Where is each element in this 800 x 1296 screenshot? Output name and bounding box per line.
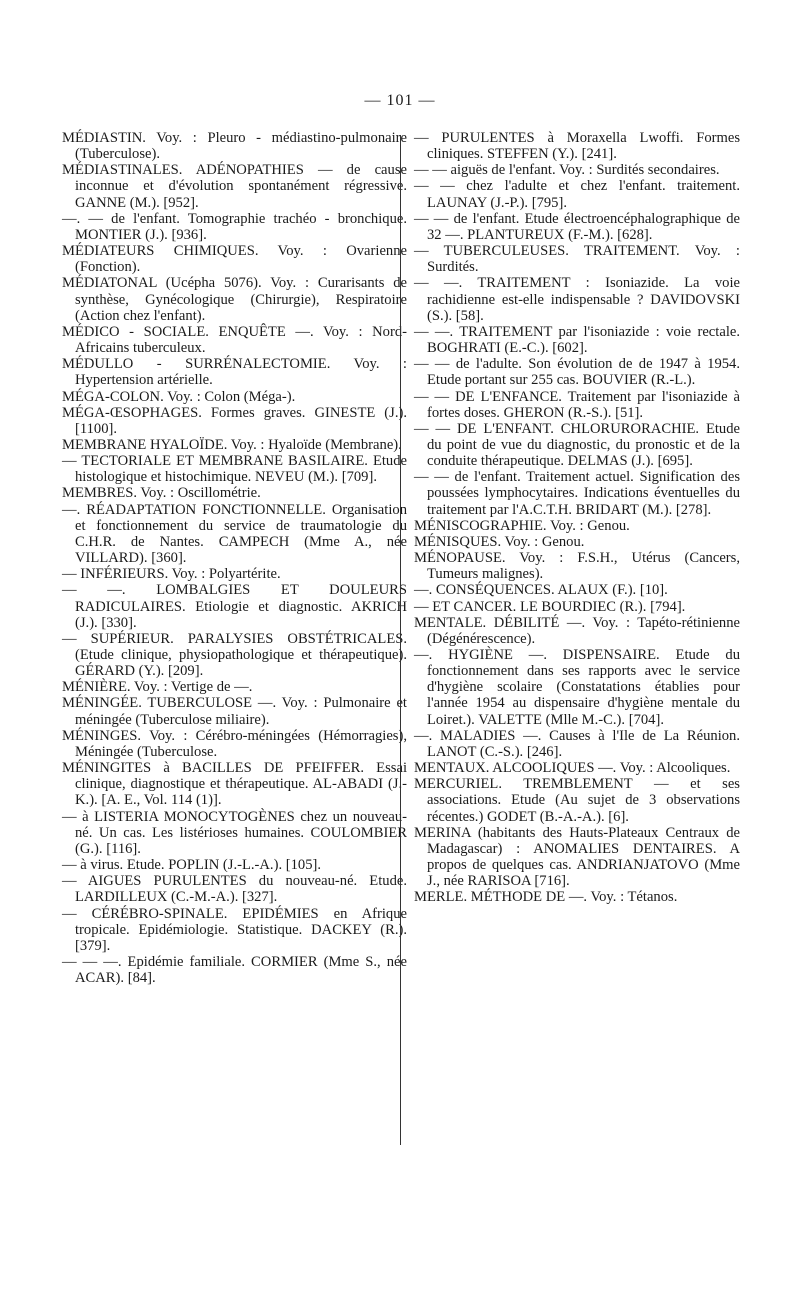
index-entry: — — de l'enfant. Traitement actuel. Signification des poussées lymphocytaires. Indications éventuelles du traitement par l'A.C.T.H. BRIDART (M.). [278]. xyxy=(414,469,740,518)
index-entry: — —. LOMBALGIES ET DOULEURS RADICULAIRES. Etiologie et diagnostic. AKRICH (J.). [330]. xyxy=(62,582,407,631)
index-entry: — à virus. Etude. POPLIN (J.-L.-A.). [105]. xyxy=(62,857,321,874)
index-entry: MÉDIASTIN. Voy. : Pleuro - médiastino-pulmonaire (Tuberculose). xyxy=(62,130,407,163)
index-entry: MÉDICO - SOCIALE. ENQUÊTE —. Voy. : Nord-Africains tuberculeux. xyxy=(62,323,407,357)
index-entry: MEMBRANE HYALOÏDE. Voy. : Hyaloïde (Membrane). xyxy=(62,436,402,453)
index-entry: MERCURIEL. TREMBLEMENT — et ses associations. Etude (Au sujet de 3 observations récentes.) GODET (B.-A.-A.). [6]. xyxy=(414,776,740,825)
index-entry: — — aiguës de l'enfant. Voy. : Surdités secondaires. xyxy=(414,162,720,179)
index-entry: — INFÉRIEURS. Voy. : Polyartérite. xyxy=(62,566,281,583)
index-entry: — — de l'adulte. Son évolution de de 1947 à 1954. Etude portant sur 255 cas. BOUVIER (R.-L.). xyxy=(414,356,740,389)
index-entry: — ET CANCER. LE BOURDIEC (R.). [794]. xyxy=(414,598,686,615)
index-entry: — TECTORIALE ET MEMBRANE BASILAIRE. Etude histologique et histochimique. NEVEU (M.). [709]. xyxy=(62,453,407,486)
index-entry: — AIGUES PURULENTES du nouveau-né. Etude. LARDILLEUX (C.-M.-A.). [327]. xyxy=(62,873,407,906)
index-entry: MÉDIATEURS CHIMIQUES. Voy. : Ovarienne (Fonction). xyxy=(62,243,407,276)
index-entry: MÉNINGÉE. TUBERCULOSE —. Voy. : Pulmonaire et méningée (Tuberculose miliaire). xyxy=(62,695,407,728)
index-entry: —. RÉADAPTATION FONCTIONNELLE. Organisation et fonctionnement du service de traumatologie du C.H.R. de Nantes. CAMPECH (Mme A., née VILLARD). [360]. xyxy=(62,501,407,567)
index-entry: — — de l'enfant. Etude électroencéphalographique de 32 —. PLANTUREUX (F.-M.). [628]. xyxy=(414,210,740,243)
index-entry: — TUBERCULEUSES. TRAITEMENT. Voy. : Surdités. xyxy=(414,243,740,276)
index-entry: MÉNINGES. Voy. : Cérébro-méningées (Hémorragies), Méningée (Tuberculose. xyxy=(62,727,407,760)
index-entry: MÉNISCOGRAPHIE. Voy. : Genou. xyxy=(414,517,630,534)
index-entry: MÉNOPAUSE. Voy. : F.S.H., Utérus (Cancers, Tumeurs malignes). xyxy=(414,550,740,583)
index-entry: —. HYGIÈNE —. DISPENSAIRE. Etude du fonctionnement dans ses rapports avec le service d'hygiène scolaire (Constatations établies pour l'année 1954 au dispensaire d'hygiène mentale du Loiret.). VALETTE (Mlle M.-C.). [704]. xyxy=(414,647,740,728)
index-entry: — PURULENTES à Moraxella Lwoffi. Formes cliniques. STEFFEN (Y.). [241]. xyxy=(414,130,740,163)
index-entry: — SUPÉRIEUR. PARALYSIES OBSTÉTRICALES. (Etude clinique, physiopathologique et thérapeutique). GÉRARD (Y.). [209]. xyxy=(62,630,407,680)
index-entry: —. MALADIES —. Causes à l'Ile de La Réunion. LANOT (C.-S.). [246]. xyxy=(414,727,740,760)
index-entry: MÉDULLO - SURRÉNALECTOMIE. Voy. : Hypertension artérielle. xyxy=(62,356,407,389)
index-entry: MEMBRES. Voy. : Oscillométrie. xyxy=(62,485,261,502)
index-entry: — — DE L'ENFANCE. Traitement par l'isoniazide à fortes doses. GHERON (R.-S.). [51]. xyxy=(414,388,740,421)
index-entry: MÉNIÈRE. Voy. : Vertige de —. xyxy=(62,679,253,696)
index-entry: — —. TRAITEMENT par l'isoniazide : voie rectale. BOGHRATI (E.-C.). [602]. xyxy=(414,323,740,357)
index-entry: — à LISTERIA MONOCYTOGÈNES chez un nouveau-né. Un cas. Les listérioses humaines. COULOMBIER (G.). [116]. xyxy=(62,808,407,857)
index-entry: — — DE L'ENFANT. CHLORURORACHIE. Etude du point de vue du diagnostic, du pronostic et de la conduite thérapeutique. DELMAS (J.). [695]. xyxy=(414,420,740,470)
index-entry: —. — de l'enfant. Tomographie trachéo - bronchique. MONTIER (J.). [936]. xyxy=(62,210,407,243)
index-entry: MÉNINGITES à BACILLES DE PFEIFFER. Essai clinique, diagnostique et thérapeutique. AL-ABADI (J.-K.). [A. E., Vol. 114 (1)]. xyxy=(62,760,407,809)
right-column xyxy=(414,130,740,906)
index-entry: MÉGA-ŒSOPHAGES. Formes graves. GINESTE (J.). [1100]. xyxy=(62,404,407,437)
column-divider xyxy=(400,135,401,1145)
index-entry: MÉDIATONAL (Ucépha 5076). Voy. : Curarisants de synthèse, Gynécologique (Chirurgie), Respiratoire (Action chez l'enfant). xyxy=(62,275,407,324)
left-column xyxy=(62,130,407,986)
index-entry: MERINA (habitants des Hauts-Plateaux Centraux de Madagascar) : ANOMALIES DENTAIRES. A propos de quelques cas. ANDRIANJATOVO (Mme J., née RARISOA [716]. xyxy=(414,824,740,890)
page-number: — 101 — xyxy=(364,92,436,109)
index-entry: MERLE. MÉTHODE DE —. Voy. : Tétanos. xyxy=(414,889,678,906)
index-entry: — — —. Epidémie familiale. CORMIER (Mme S., née ACAR). [84]. xyxy=(62,953,407,987)
index-entry: — CÉRÉBRO-SPINALE. EPIDÉMIES en Afrique tropicale. Epidémiologie. Statistique. DACKEY (R.). [379]. xyxy=(62,905,407,954)
index-entry: —. CONSÉQUENCES. ALAUX (F.). [10]. xyxy=(414,582,668,599)
index-entry: MÉGA-COLON. Voy. : Colon (Méga-). xyxy=(62,388,296,405)
index-entry: — —. TRAITEMENT : Isoniazide. La voie rachidienne est-elle indispensable ? DAVIDOVSKI (S.). [58]. xyxy=(414,275,740,324)
index-entry: MENTAUX. ALCOOLIQUES —. Voy. : Alcooliques. xyxy=(414,760,731,777)
index-entry: MÉNISQUES. Voy. : Genou. xyxy=(414,533,585,550)
index-entry: MENTALE. DÉBILITÉ —. Voy. : Tapéto-rétinienne (Dégénérescence). xyxy=(414,614,740,647)
index-entry: — — chez l'adulte et chez l'enfant. traitement. LAUNAY (J.-P.). [795]. xyxy=(414,178,740,211)
index-entry: MÉDIASTINALES. ADÉNOPATHIES — de cause inconnue et d'évolution spontanément régressive. GANNE (M.). [952]. xyxy=(62,162,407,211)
